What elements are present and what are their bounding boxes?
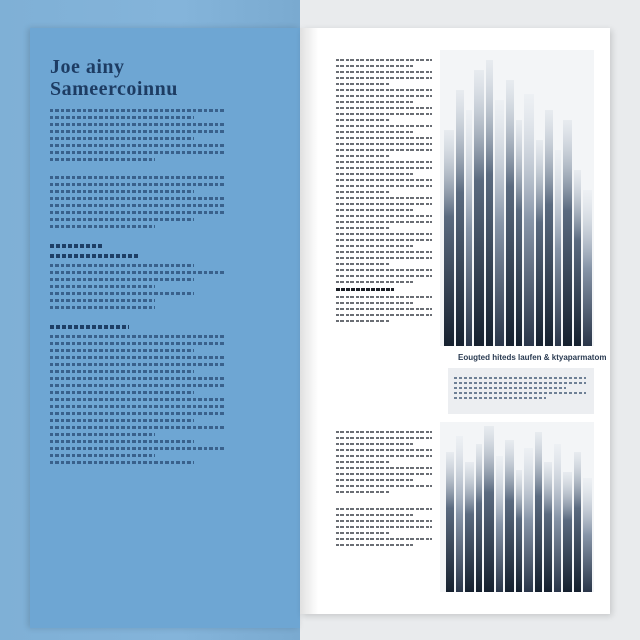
page-title	[50, 56, 290, 100]
text-line	[336, 125, 432, 127]
text-line	[336, 101, 413, 103]
page-gutter	[300, 28, 318, 614]
right-text-column-bottom	[336, 428, 432, 550]
text-line	[336, 227, 389, 229]
text-line	[336, 532, 389, 534]
text-line	[336, 320, 389, 322]
right-page	[300, 28, 610, 614]
text-line	[336, 461, 389, 463]
text-line	[50, 176, 225, 179]
text-line	[336, 514, 413, 516]
text-line	[50, 419, 194, 422]
text-line	[454, 382, 586, 384]
text-line	[336, 473, 432, 475]
text-line	[50, 405, 225, 408]
text-line	[50, 183, 225, 186]
subheading-line	[50, 254, 138, 258]
text-line	[336, 173, 413, 175]
skyline-graphic	[440, 50, 594, 346]
text-line	[50, 461, 194, 464]
skyline-photo-bottom	[440, 422, 594, 592]
text-line	[50, 299, 155, 302]
text-line	[336, 467, 432, 469]
text-line	[50, 377, 225, 380]
text-line	[336, 245, 413, 247]
text-line	[336, 257, 432, 259]
text-line	[336, 143, 432, 145]
text-line	[336, 89, 432, 91]
title-line-2: Sameercoinnu	[50, 78, 178, 100]
text-line	[50, 204, 225, 207]
text-line	[50, 412, 225, 415]
subheading-line	[50, 325, 129, 329]
text-line	[50, 278, 194, 281]
text-line	[336, 449, 432, 451]
text-line	[336, 113, 432, 115]
text-line	[336, 538, 432, 540]
text-line	[336, 239, 432, 241]
text-line	[336, 491, 389, 493]
text-line	[50, 116, 194, 119]
text-line	[336, 275, 432, 277]
skyline-graphic	[440, 422, 594, 592]
text-line	[50, 130, 225, 133]
text-line	[50, 197, 225, 200]
text-line	[50, 211, 225, 214]
image-caption: Eougted hiteds laufen & ktyaparmatom	[458, 353, 607, 362]
text-line	[50, 440, 194, 443]
text-line	[336, 179, 432, 181]
text-line	[336, 520, 432, 522]
left-text-column	[50, 106, 225, 468]
text-line	[336, 137, 432, 139]
text-line	[336, 485, 432, 487]
text-line	[50, 398, 225, 401]
text-line	[50, 190, 194, 193]
text-line	[336, 431, 432, 433]
text-line	[336, 263, 389, 265]
caption-panel	[448, 368, 594, 414]
text-line	[50, 218, 194, 221]
text-line	[50, 342, 225, 345]
text-line	[454, 397, 546, 399]
text-line	[336, 167, 432, 169]
right-text-column-top	[336, 56, 432, 326]
text-line	[336, 95, 432, 97]
text-line	[336, 77, 432, 79]
subheading-line	[50, 244, 103, 248]
text-line	[50, 158, 155, 161]
text-line	[336, 221, 432, 223]
text-line	[50, 349, 194, 352]
subheading-line	[336, 288, 394, 291]
text-line	[336, 191, 389, 193]
text-line	[336, 197, 432, 199]
text-line	[50, 137, 194, 140]
text-line	[336, 59, 432, 61]
text-line	[50, 363, 225, 366]
text-line	[50, 335, 225, 338]
text-line	[336, 233, 432, 235]
text-line	[336, 251, 432, 253]
text-line	[336, 437, 432, 439]
text-line	[454, 387, 566, 389]
text-line	[336, 71, 432, 73]
text-line	[336, 185, 432, 187]
text-line	[50, 454, 155, 457]
text-line	[50, 426, 225, 429]
text-line	[336, 308, 432, 310]
text-line	[336, 215, 432, 217]
text-line	[336, 149, 432, 151]
text-line	[336, 443, 413, 445]
text-line	[50, 356, 225, 359]
text-line	[50, 285, 155, 288]
text-line	[454, 392, 586, 394]
text-line	[336, 508, 432, 510]
text-line	[336, 479, 413, 481]
text-line	[336, 269, 432, 271]
text-line	[336, 302, 413, 304]
text-line	[50, 384, 225, 387]
title-line-1: Joe ainy	[50, 56, 125, 78]
text-line	[336, 155, 389, 157]
text-line	[454, 377, 586, 379]
text-line	[50, 370, 194, 373]
text-line	[336, 107, 432, 109]
text-line	[336, 281, 413, 283]
text-line	[50, 123, 225, 126]
text-line	[336, 544, 413, 546]
text-line	[50, 433, 155, 436]
text-line	[336, 65, 413, 67]
text-line	[50, 264, 194, 267]
text-line	[336, 203, 432, 205]
text-line	[336, 209, 413, 211]
text-line	[336, 455, 432, 457]
text-line	[336, 131, 413, 133]
left-page	[0, 0, 300, 640]
text-line	[336, 526, 432, 528]
text-line	[336, 296, 432, 298]
text-line	[50, 271, 225, 274]
text-line	[50, 225, 155, 228]
text-line	[336, 119, 389, 121]
text-line	[50, 292, 194, 295]
text-line	[50, 447, 225, 450]
skyline-photo-top	[440, 50, 594, 346]
text-line	[50, 144, 225, 147]
text-line	[336, 161, 432, 163]
text-line	[50, 151, 225, 154]
text-line	[50, 391, 194, 394]
left-page-panel	[30, 28, 300, 628]
text-line	[50, 109, 225, 112]
text-line	[336, 314, 432, 316]
text-line	[50, 306, 155, 309]
text-line	[336, 83, 389, 85]
